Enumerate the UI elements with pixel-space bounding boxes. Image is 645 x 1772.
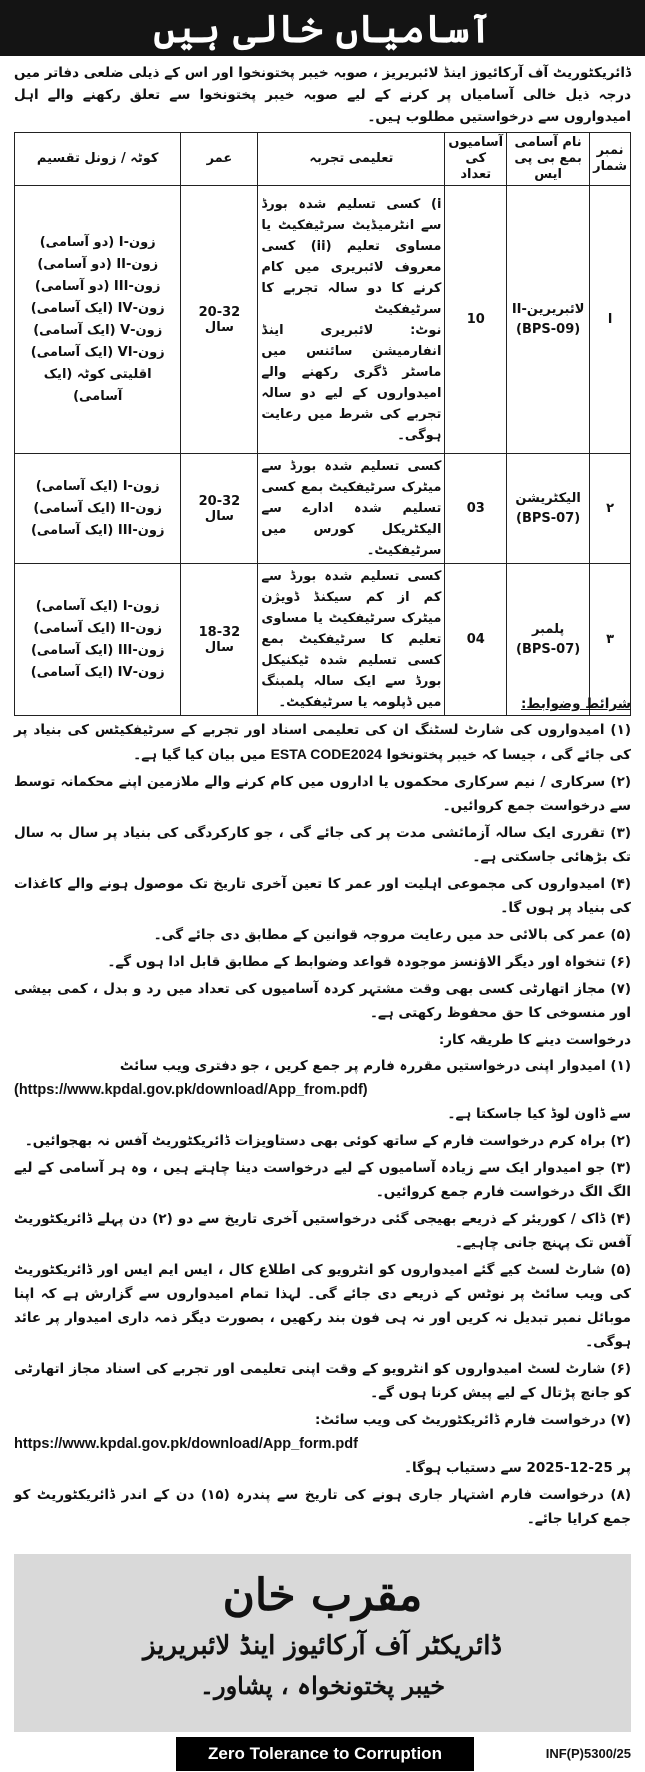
zone-item: زون-VI (ایک آسامی) xyxy=(30,344,165,360)
anti-corruption-banner xyxy=(176,1737,474,1771)
education-text: کسی تسلیم شدہ بورڈ سے میٹرک سرٹیفکیٹ بمع کسی تسلیم شدہ ادارے سے الیکٹریکل کورس میں سرٹیفکیٹ۔ xyxy=(261,459,442,558)
zone-item: زون-IV (ایک آسامی) xyxy=(30,300,165,316)
header-serial: نمبر شمار xyxy=(590,133,631,186)
esta-code: ESTA CODE2024 xyxy=(270,746,382,762)
term-text: (۱) امیدواروں کی شارٹ لسٹنگ ان کی تعلیمی اسناد اور تجربے کے سرٹیفکیٹس کی بنیاد پر کی جائے گی ، جیسا کہ خیبر پختونخوا xyxy=(14,722,631,763)
slogan-text: Zero Tolerance to Corruption xyxy=(208,1744,442,1763)
education-text: i) کسی تسلیم شدہ بورڈ سے انٹرمیڈیٹ سرٹیفکیٹ یا مساوی تعلیم (ii) کسی معروف لائبریری میں کام کرنے کا دو سالہ تجربے کا سرٹیفکیٹ xyxy=(261,196,442,317)
post-bps: (BPS-07) xyxy=(516,641,581,657)
zone-item: زون-II (ایک آسامی) xyxy=(33,500,163,516)
row-post-count: 04 xyxy=(445,564,507,716)
row-zones xyxy=(15,454,181,564)
post-title: الیکٹریشن xyxy=(515,490,581,506)
post-title: پلمبر xyxy=(531,621,565,637)
method-text-after: پر 25-12-2025 سے دستیاب ہوگا۔ xyxy=(404,1460,631,1476)
intro-paragraph: ڈائریکٹوریٹ آف آرکائیوز اینڈ لائبریریز ، صوبہ خیبر پختونخوا اور اس کے ذیلی ضلعی دفاتر میں درجہ ذیل خالی آسامیاں پر کرنے کے لیے صوبہ خیبر پختونخوا سے تعلق رکھنے والے اہل امیدواروں سے درخواستیں مطلوب ہیں۔ xyxy=(14,65,631,125)
reference-number: INF(P)5300/25 xyxy=(545,1746,631,1761)
vacancies-table xyxy=(14,132,631,716)
method-text: (۱) امیدوار اپنی درخواستیں مقررہ فارم پر جمع کریں ، جو دفتری ویب سائٹ xyxy=(119,1058,631,1074)
zone-item: زون-I (دو آسامی) xyxy=(39,234,156,250)
term-item: (۲) سرکاری / نیم سرکاری محکموں یا اداروں میں کام کرنے والے ملازمین اپنے محکمانہ توسط سے درخواست جمع کروائیں۔ xyxy=(14,774,631,814)
term-item: (۴) امیدواروں کی مجموعی اہلیت اور عمر کا تعین آخری تاریخ تک موصول ہونے والے کاغذات کی بنیاد پر ہوں گا۔ xyxy=(14,876,631,916)
header-zone: کوٹہ / زونل تقسیم xyxy=(15,133,181,186)
row-serial: ۳ xyxy=(590,564,631,716)
zone-item: زون-II (دو آسامی) xyxy=(37,256,159,272)
education-note: نوٹ: لائبریری اینڈ انفارمیشن سائنس میں ماسٹر ڈگری رکھنے والے امیدواروں کے لیے دو سالہ تجربے کی شرط میں رعایت ہوگی۔ xyxy=(261,322,442,443)
row-education xyxy=(258,454,445,564)
method-item: (۶) شارٹ لسٹ امیدواروں کو انٹرویو کے وقت اپنی تعلیمی اور تجربے کی اسناد مجاز اتھارٹی کو جانچ پڑتال کے لیے پیش کرنا ہوں گے۔ xyxy=(14,1361,631,1401)
zone-item: اقلیتی کوٹہ (ایک آسامی) xyxy=(43,366,152,404)
row-post-name xyxy=(507,454,590,564)
zone-item: زون-I (ایک آسامی) xyxy=(35,478,160,494)
signatory-title: ڈائریکٹر آف آرکائیوز اینڈ لائبریریز xyxy=(142,1631,503,1661)
header-post-count: آسامیوں کی تعداد xyxy=(445,133,507,186)
download-link[interactable] xyxy=(14,1078,631,1102)
terms-section xyxy=(14,692,631,1534)
row-post-count: 03 xyxy=(445,454,507,564)
zone-item: زون-III (دو آسامی) xyxy=(34,278,161,294)
header-banner xyxy=(0,0,645,56)
terms-heading: شرائط وضوابط: xyxy=(521,696,631,712)
method-item: (۸) درخواست فارم اشتہار جاری ہونے کی تاریخ سے پندرہ (۱۵) دن کے اندر ڈائریکٹوریٹ کو جمع کرایا جائے۔ xyxy=(14,1487,631,1527)
method-item: (۲) براہ کرم درخواست فارم کے ساتھ کوئی بھی دستاویزات ڈائریکٹوریٹ آفس نہ بھجوائیں۔ xyxy=(24,1133,631,1149)
term-item: (۷) مجاز اتھارٹی کسی بھی وقت مشتہر کردہ آسامیوں کی تعداد میں رد و بدل ، کمی بیشی اور منسوخی کا حق محفوظ رکھتی ہے۔ xyxy=(14,981,631,1021)
zone-item: زون-II (ایک آسامی) xyxy=(33,620,163,636)
zone-item: زون-III (ایک آسامی) xyxy=(30,642,165,658)
method-item: (۵) شارٹ لسٹ کیے گئے امیدواروں کو انٹرویو کی اطلاع کال ، ایس ایم ایس اور ڈائریکٹوریٹ کی ویب سائٹ پر نوٹس کے ذریعے دی جائے گی۔ لہذا تمام امیدواروں سے گزارش ہے کہ اپنا موبائل نمبر تبدیل نہ کریں اور نہ ہی فون بند رکھیں ، بصورت دیگر ذمہ داری امیدوار پر عائد ہوگی۔ xyxy=(14,1262,631,1350)
zone-item: زون-V (ایک آسامی) xyxy=(33,322,163,338)
method-item xyxy=(14,1408,631,1480)
table-row xyxy=(15,186,631,454)
term-item: (۵) عمر کی بالائی حد میں رعایت مروجہ قوانین کے مطابق دی جائے گی۔ xyxy=(153,927,631,943)
table-row xyxy=(15,454,631,564)
zone-item: زون-I (ایک آسامی) xyxy=(35,598,160,614)
zone-item: زون-III (ایک آسامی) xyxy=(30,522,165,538)
row-post-name xyxy=(507,186,590,454)
row-age: 18-32 سال xyxy=(181,564,258,716)
form-link[interactable] xyxy=(14,1432,631,1456)
term-item: (۶) تنخواہ اور دیگر الاؤنسز موجودہ قواعد وضوابط کے مطابق قابل ادا ہوں گے۔ xyxy=(107,954,631,970)
method-item: (۳) جو امیدوار ایک سے زیادہ آسامیوں کے لیے درخواست دینا چاہتے ہیں ، وہ ہر آسامی کے لیے الگ الگ درخواست فارم جمع کروائیں۔ xyxy=(14,1160,631,1200)
education-text: کسی تسلیم شدہ بورڈ سے کم از کم سیکنڈ ڈویژن میٹرک سرٹیفکیٹ یا مساوی تعلیم کا سرٹیفکیٹ بمع کسی تسلیم شدہ ٹیکنیکل بورڈ سے ایک سالہ پلمبنگ میں ڈپلومہ یا سرٹیفکیٹ۔ xyxy=(261,569,442,710)
signature-block xyxy=(14,1554,631,1732)
row-serial: ۲ xyxy=(590,454,631,564)
method-text: (۷) درخواست فارم ڈائریکٹوریٹ کی ویب سائٹ: xyxy=(315,1412,631,1428)
method-heading: درخواست دینے کا طریقہ کار: xyxy=(438,1032,631,1048)
row-serial: ا xyxy=(590,186,631,454)
header-post-name: نام آسامی بمع بی پی ایس xyxy=(507,133,590,186)
table-header-row xyxy=(15,133,631,186)
form-url[interactable]: https://www.kpdal.gov.pk/download/App_form.pdf xyxy=(14,1436,358,1452)
method-item xyxy=(14,1054,631,1126)
signatory-place: خیبر پختونخواہ ، پشاور۔ xyxy=(199,1671,446,1700)
row-age: 20-32 سال xyxy=(181,454,258,564)
row-zones xyxy=(15,186,181,454)
post-bps: (BPS-09) xyxy=(516,321,581,337)
row-age: 20-32 سال xyxy=(181,186,258,454)
page-title: آسامیاں خالی ہیں xyxy=(153,5,492,51)
row-post-count: 10 xyxy=(445,186,507,454)
method-item: (۴) ڈاک / کوریئر کے ذریعے بھیجی گئی درخواستیں آخری تاریخ سے دو (۲) دن پہلے ڈائریکٹوریٹ آفس تک پہنچ جانی چاہیے۔ xyxy=(14,1211,631,1251)
download-url[interactable]: (https://www.kpdal.gov.pk/download/App_from.pdf) xyxy=(14,1082,368,1098)
zone-item: زون-IV (ایک آسامی) xyxy=(30,664,165,680)
post-bps: (BPS-07) xyxy=(516,510,581,526)
term-text-after: میں بیان کیا گیا ہے۔ xyxy=(133,747,266,763)
term-item xyxy=(14,718,631,767)
header-age: عمر xyxy=(181,133,258,186)
term-item: (۳) تقرری ایک سالہ آزمائشی مدت پر کی جائے گی ، جو کارکردگی کی بنیاد پر سال بہ سال تک بڑھائی جاسکتی ہے۔ xyxy=(14,825,631,865)
method-text-after: سے ڈاون لوڈ کیا جاسکتا ہے۔ xyxy=(447,1106,631,1122)
header-education: تعلیمی تجربہ xyxy=(258,133,445,186)
post-title: لائبریرین-II xyxy=(511,301,585,317)
signatory-name: مقرب خان xyxy=(222,1570,423,1621)
row-education xyxy=(258,186,445,454)
